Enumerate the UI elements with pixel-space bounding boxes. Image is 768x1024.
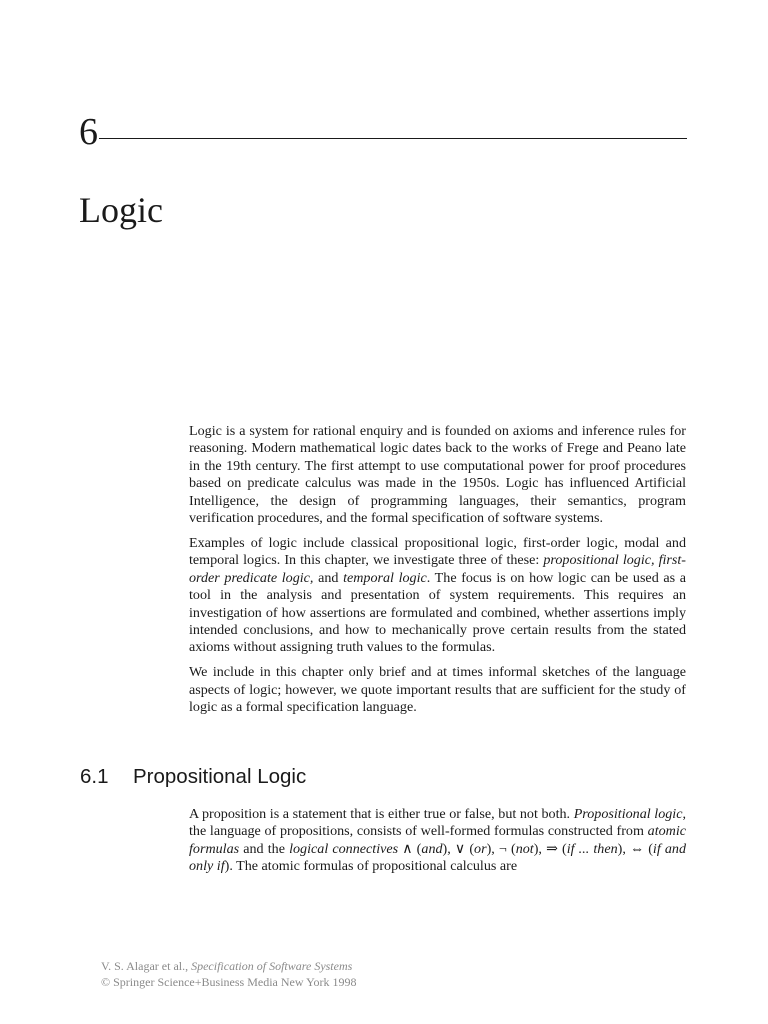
- section-number: 6.1: [80, 765, 109, 788]
- section-emphasis-not: not: [515, 840, 534, 857]
- intro-paragraph-1: Logic is a system for rational enquiry and is founded on axioms and inference rules for reasoning. Modern mathematical logic dates back to the works of Frege and Peano late in the 19th century. The first attempt to use computational power for proof procedures based on predicate calculus was made in the 1950s. Logic has influenced Artificial Intelligence, the design of programming languages, their semantics, program verification procedures, and the formal specification of software systems.: [189, 423, 686, 527]
- section-text-a: A proposition is a statement that is either true or false, but not both.: [189, 806, 574, 822]
- section-text-h: ), ⇔ (: [617, 840, 653, 857]
- page-footer: [101, 958, 357, 990]
- section-emphasis-if-then: if ... then: [566, 840, 618, 857]
- intro-paragraph-2: [189, 535, 686, 657]
- intro-p2-text-b: and: [313, 569, 344, 586]
- chapter-introduction: [189, 423, 686, 724]
- footer-authors: V. S. Alagar et al.,: [101, 959, 192, 973]
- section-text-d: ∧ (: [398, 840, 422, 857]
- intro-p2-emphasis-1: propositional logic, first-order predicate logic,: [189, 552, 686, 586]
- section-text-b: , the language of propositions, consists of well-formed formulas constructed from: [189, 806, 686, 840]
- section-title: Propositional Logic: [133, 765, 307, 788]
- section-text-e: ), ∨ (: [442, 840, 475, 857]
- section-text-g: ), ⇒ (: [533, 840, 567, 857]
- section-heading: [80, 765, 306, 789]
- chapter-title: Logic: [79, 190, 163, 230]
- footer-copyright: © Springer Science+Business Media New York 1998: [101, 975, 357, 989]
- section-emphasis-if-and-only-if: if and only if: [189, 840, 687, 875]
- section-body: [189, 806, 686, 883]
- section-emphasis-or: or: [474, 840, 487, 857]
- section-emphasis-atomic-formulas: atomic formulas: [189, 823, 686, 857]
- section-text-f: ), ¬ (: [486, 840, 516, 857]
- section-emphasis-and: and: [421, 840, 443, 857]
- section-emphasis-logical-connectives: logical connectives: [289, 840, 399, 857]
- footer-book-title: Specification of Software Systems: [191, 959, 353, 973]
- chapter-number: 6: [79, 111, 98, 153]
- section-emphasis-propositional-logic: Propositional logic: [573, 806, 683, 822]
- chapter-rule: [99, 138, 687, 139]
- intro-p2-emphasis-2: temporal logic: [343, 569, 427, 586]
- intro-p2-text-a: Examples of logic include classical propositional logic, first-order logic, modal and temporal logics. In this chapter, we investigate three of these:: [189, 534, 686, 569]
- footer-citation: [101, 958, 357, 974]
- section-text-i: ). The atomic formulas of propositional calculus are: [224, 858, 518, 875]
- intro-p2-text-c: . The focus is on how logic can be used as a tool in the analysis and presentation of system requirements. This requires an investigation of how assertions are formulated and combined, whether assertions imply intended conclusions, and how to mechanically prove certain results from the stated axioms without assigning truth values to the formulas.: [189, 569, 686, 656]
- section-text-c: and the: [239, 840, 290, 857]
- section-paragraph-1: [189, 806, 686, 876]
- intro-paragraph-3: We include in this chapter only brief and at times informal sketches of the language aspects of logic; however, we quote important results that are sufficient for the study of logic as a formal specification language.: [189, 664, 686, 716]
